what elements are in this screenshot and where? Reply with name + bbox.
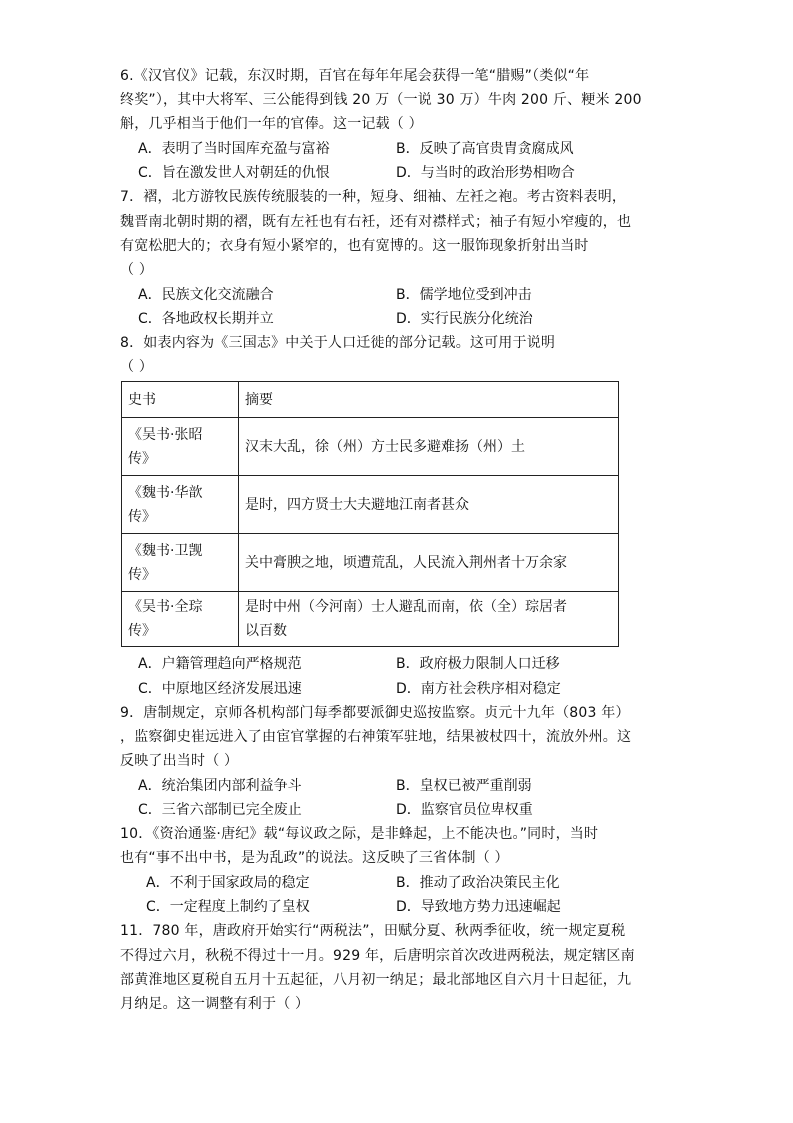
table-cell-book: [122, 592, 239, 647]
book-line: 传》: [128, 508, 156, 525]
table-row: [122, 534, 619, 592]
table-cell-summary: [239, 476, 619, 534]
summary-line: 以百数: [245, 623, 287, 639]
q6-option-b: B．反映了高官贵胄贪腐成风: [396, 141, 574, 157]
q10-option-c: C．一定程度上制约了皇权: [146, 899, 310, 915]
book-line: 《魏书·华歆: [128, 484, 203, 501]
table-cell-book: [122, 534, 239, 592]
q10-stem-line-1: 10．《资治通鉴·唐纪》载“每议政之际，是非蜂起，上不能决也。”同时，当时: [120, 826, 599, 842]
q7-option-b: B．儒学地位受到冲击: [396, 287, 532, 303]
q7-option-d: D．实行民族分化统治: [396, 311, 533, 327]
q7-stem-line-1: 7．褶，北方游牧民族传统服装的一种，短身、细袖、左衽之袍。考古资料表明，: [120, 189, 627, 205]
q9-stem-line-2: ，监察御史崔远进入了由宦官掌握的右神策军驻地，结果被杖四十，流放外州。这: [120, 729, 632, 745]
q11-stem-line-4: 月纳足。这一调整有利于（ ）: [120, 996, 310, 1012]
summary-line: 关中膏腴之地，顷遭荒乱，人民流入荆州者十万余家: [245, 554, 567, 571]
q7-option-c: C．各地政权长期并立: [138, 311, 274, 327]
book-line: 《吴书·张昭: [128, 426, 203, 443]
book-line: 传》: [128, 450, 156, 467]
q7-stem-line-3: 有宽松肥大的；衣身有短小紧窄的，也有宽博的。这一服饰现象折射出当时: [120, 238, 589, 254]
q10-option-b: B．推动了政治决策民主化: [396, 875, 560, 891]
table-cell-summary: [239, 418, 619, 476]
q9-stem-line-1: 9．唐制规定，京师各机构部门每季都要派御史巡按监察。贞元十九年（803 年）: [120, 705, 630, 721]
book-line: 《吴书·全琮: [128, 599, 203, 615]
q11-stem-line-2: 不得过六月，秋税不得过十一月。929 年，后唐明宗首次改进两税法，规定辖区南: [120, 948, 635, 964]
q6-option-c: C．旨在激发世人对朝廷的仇恨: [138, 165, 330, 181]
q9-stem-line-3: 反映了出当时（ ）: [120, 753, 239, 769]
q6-stem-line-1: 6.《汉官仪》记载，东汉时期，百官在每年年尾会获得一笔“腊赐”（类似“年: [120, 68, 590, 84]
table-cell-summary: [239, 592, 619, 647]
q7-option-a: A．民族文化交流融合: [138, 287, 274, 303]
q6-stem-line-2: 终奖”），其中大将军、三公能得到钱 20 万（一说 30 万）牛肉 200 斤、粳米 200: [120, 92, 642, 108]
table-header-row: [122, 382, 619, 418]
book-line: 传》: [128, 566, 156, 583]
q10-stem-line-2: 也有“事不出中书，是为乱政”的说法。这反映了三省体制（ ）: [120, 850, 509, 866]
summary-line: 是时中州（今河南）士人避乱而南，依（全）琮居者: [245, 599, 567, 615]
q11-stem-line-3: 部黄淮地区夏税自五月十五起征，八月初一纳足；最北部地区自六月十日起征，九: [120, 972, 632, 988]
q9-option-b: B．皇权已被严重削弱: [396, 778, 532, 794]
q7-stem-line-4: （ ）: [120, 262, 154, 278]
summary-line: 是时，四方贤士大夫避地江南者甚众: [245, 496, 469, 513]
q9-option-d: D．监察官员位卑权重: [396, 802, 533, 818]
table-cell-book: [122, 476, 239, 534]
q6-option-d: D．与当时的政治形势相吻合: [396, 165, 575, 181]
q6-option-a: A．表明了当时国库充盈与富裕: [138, 141, 330, 157]
book-line: 传》: [128, 623, 156, 639]
q8-stem-line-2: （ ）: [120, 359, 154, 375]
q8-stem-line-1: 8．如表内容为《三国志》中关于人口迁徙的部分记载。这可用于说明: [120, 335, 556, 351]
q7-stem-line-2: 魏晋南北朝时期的褶，既有左衽也有右衽，还有对襟样式；袖子有短小窄瘦的，也: [120, 214, 632, 230]
q8-option-d: D．南方社会秩序相对稳定: [396, 681, 561, 697]
table-cell-summary: [239, 534, 619, 592]
table-row: [122, 476, 619, 534]
q8-option-a: A．户籍管理趋向严格规范: [138, 656, 302, 672]
q9-option-a: A．统治集团内部利益争斗: [138, 778, 302, 794]
table-header-book: 史书: [122, 382, 239, 418]
summary-line: 汉末大乱，徐（州）方士民多避难扬（州）土: [245, 438, 525, 455]
q10-option-a: A．不利于国家政局的稳定: [146, 875, 310, 891]
book-line: 《魏书·卫觊: [128, 542, 203, 559]
q8-option-c: C．中原地区经济发展迅速: [138, 681, 302, 697]
q9-option-c: C．三省六部制已完全废止: [138, 802, 302, 818]
table-row: [122, 418, 619, 476]
migration-records-table: [121, 381, 619, 647]
q8-option-b: B．政府极力限制人口迁移: [396, 656, 560, 672]
q11-stem-line-1: 11．780 年，唐政府开始实行“两税法”，田赋分夏、秋两季征收，统一规定夏税: [120, 923, 626, 939]
table-cell-book: [122, 418, 239, 476]
q10-option-d: D．导致地方势力迅速崛起: [396, 899, 561, 915]
table-header-summary: 摘要: [239, 382, 619, 418]
table-row: [122, 592, 619, 647]
q6-stem-line-3: 斛，几乎相当于他们一年的官俸。这一记载（ ）: [120, 116, 423, 132]
